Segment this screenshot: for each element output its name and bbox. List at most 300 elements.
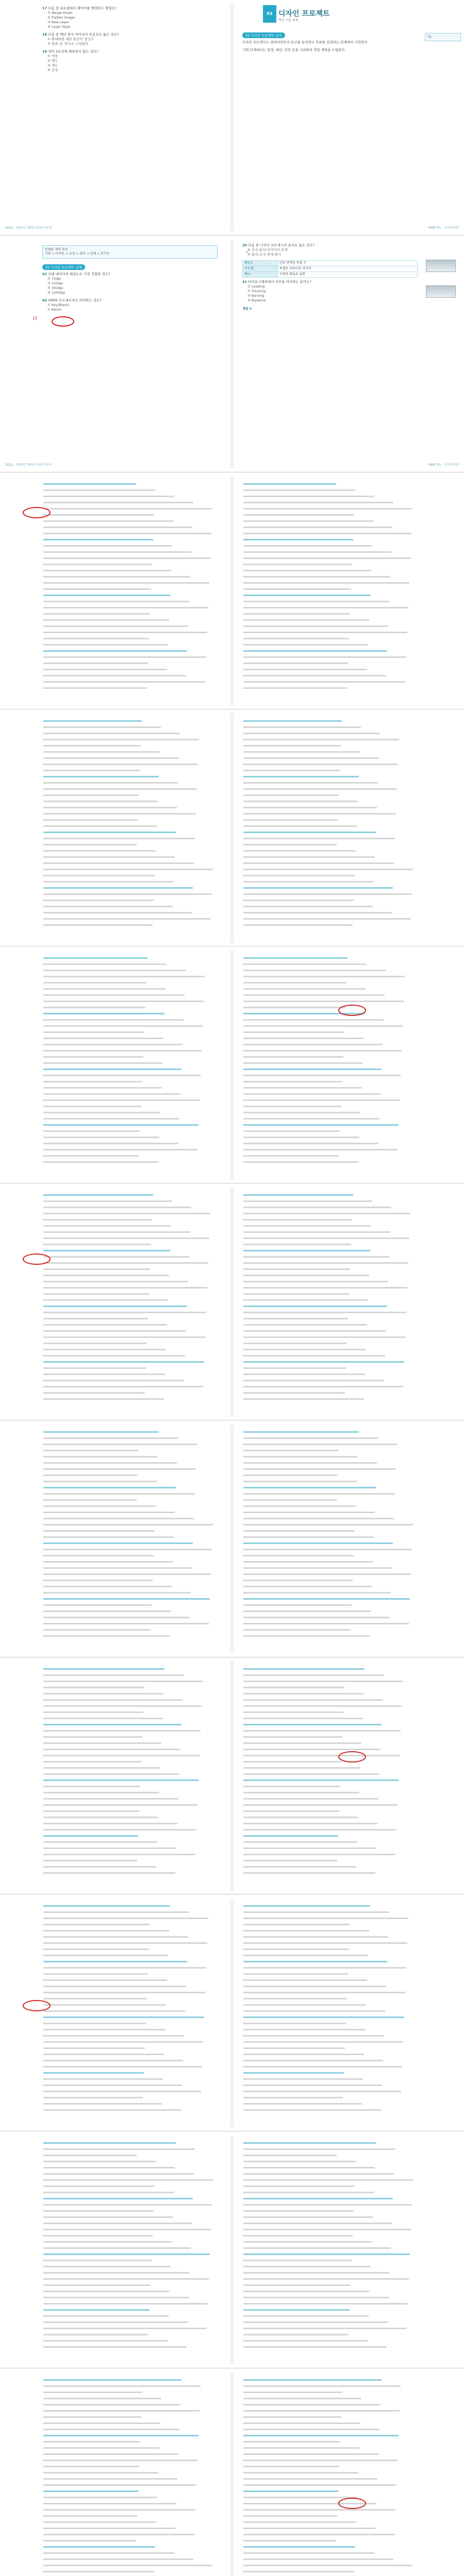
text-line bbox=[243, 2253, 410, 2255]
text-line bbox=[43, 957, 147, 959]
option: ② 150dpi bbox=[47, 281, 63, 285]
text-line bbox=[43, 1973, 148, 1975]
text-line bbox=[43, 2484, 196, 2486]
text-line bbox=[43, 1137, 159, 1138]
text-line bbox=[243, 2346, 387, 2348]
text-line bbox=[243, 782, 378, 784]
text-line bbox=[243, 1598, 410, 1600]
text-line bbox=[43, 2173, 194, 2175]
text-line bbox=[243, 1349, 366, 1350]
text-line bbox=[43, 887, 193, 889]
text-line bbox=[43, 1161, 158, 1163]
text-line bbox=[243, 757, 379, 759]
text-line bbox=[243, 801, 358, 802]
text-line bbox=[243, 1499, 337, 1501]
text-line bbox=[43, 1106, 141, 1107]
text-line bbox=[43, 2167, 175, 2168]
text-line bbox=[43, 1936, 188, 1938]
text-line bbox=[43, 2379, 181, 2381]
text-line bbox=[243, 1755, 400, 1756]
text-line bbox=[43, 1786, 140, 1787]
text-line bbox=[243, 2223, 392, 2224]
text-line bbox=[43, 1967, 206, 1969]
text-line bbox=[243, 1961, 387, 1962]
text-line bbox=[243, 1468, 396, 1470]
text-line bbox=[243, 1437, 378, 1439]
option: ④ 1200dpi bbox=[47, 291, 65, 295]
text-line bbox=[43, 514, 154, 516]
text-line bbox=[243, 1213, 410, 1214]
text-line bbox=[43, 545, 172, 547]
text-line bbox=[43, 2266, 171, 2267]
text-line bbox=[243, 988, 366, 990]
text-line bbox=[43, 2047, 145, 2049]
text-line bbox=[243, 2167, 375, 2168]
page-footer: PART 01 · 시각디자인 bbox=[428, 463, 459, 467]
text-line bbox=[243, 2340, 368, 2342]
book-gutter bbox=[230, 1187, 234, 1417]
question-text: 다음 중 디자인 프로세스의 순서로 옳은 것은? bbox=[248, 243, 314, 247]
text-line bbox=[43, 1742, 161, 1744]
text-line bbox=[243, 2472, 358, 2473]
text-line bbox=[43, 720, 142, 722]
text-line bbox=[243, 1798, 378, 1800]
text-line bbox=[243, 2385, 401, 2387]
text-line bbox=[43, 1512, 175, 1513]
text-line bbox=[243, 607, 408, 608]
text-line bbox=[43, 1238, 209, 1239]
text-line bbox=[243, 1773, 379, 1775]
text-line bbox=[43, 1724, 181, 1725]
text-line bbox=[243, 1681, 403, 1682]
text-line bbox=[43, 832, 176, 833]
text-line bbox=[43, 906, 173, 907]
text-line bbox=[243, 545, 372, 547]
text-line bbox=[243, 1130, 340, 1132]
text-line bbox=[43, 1013, 164, 1014]
text-line bbox=[43, 2260, 152, 2261]
text-line bbox=[243, 2521, 356, 2523]
text-line bbox=[43, 963, 167, 965]
text-line bbox=[43, 1343, 147, 1344]
text-line bbox=[243, 2478, 377, 2480]
text-line bbox=[243, 1050, 402, 1052]
text-line bbox=[43, 1860, 137, 1861]
text-line bbox=[43, 1524, 213, 1526]
left-page bbox=[2, 1187, 229, 1417]
text-line bbox=[43, 1604, 152, 1606]
text-line bbox=[43, 1586, 172, 1587]
text-line bbox=[43, 1462, 177, 1464]
text-line bbox=[243, 601, 389, 602]
text-line bbox=[43, 669, 167, 670]
text-line bbox=[43, 489, 155, 491]
text-line bbox=[243, 1567, 392, 1569]
text-line bbox=[43, 557, 210, 559]
text-line bbox=[243, 1044, 383, 1045]
text-line bbox=[43, 2223, 192, 2224]
text-line bbox=[43, 994, 185, 996]
text-line bbox=[43, 813, 196, 815]
text-line bbox=[43, 2091, 201, 2092]
text-line bbox=[243, 1312, 406, 1313]
text-line bbox=[43, 2247, 191, 2249]
text-line bbox=[243, 807, 377, 808]
text-line bbox=[243, 2229, 411, 2230]
text-line bbox=[43, 2060, 183, 2061]
text-line bbox=[43, 782, 178, 784]
text-line bbox=[43, 2435, 198, 2436]
text-line bbox=[43, 1087, 161, 1089]
text-line bbox=[243, 1635, 370, 1637]
table-value: 단위 면적당 픽셀 수 bbox=[277, 261, 417, 266]
text-line bbox=[43, 1025, 203, 1027]
text-line bbox=[243, 1118, 379, 1120]
text-line bbox=[243, 1262, 408, 1264]
text-line bbox=[243, 2497, 357, 2498]
text-line bbox=[43, 1213, 210, 1214]
text-line bbox=[243, 1629, 351, 1631]
page-footer: 2022 · 컴퓨터그래픽스운용기능사 bbox=[5, 226, 52, 230]
text-line bbox=[243, 2260, 352, 2261]
text-line bbox=[43, 801, 158, 802]
option: ① 72dpi bbox=[47, 277, 61, 281]
text-line bbox=[243, 726, 361, 728]
text-line bbox=[243, 963, 367, 965]
text-line bbox=[43, 1367, 146, 1369]
right-page bbox=[235, 2372, 462, 2576]
text-line bbox=[243, 613, 350, 615]
text-line bbox=[43, 1481, 157, 1482]
text-line bbox=[243, 776, 359, 777]
question-number: 21 bbox=[242, 280, 247, 284]
text-line bbox=[43, 2398, 161, 2399]
text-line bbox=[243, 745, 341, 747]
text-line bbox=[243, 551, 391, 553]
table-key: 벡터 bbox=[243, 272, 278, 278]
left-page bbox=[2, 476, 229, 706]
page-spread bbox=[0, 950, 464, 1183]
text-line bbox=[43, 2210, 154, 2212]
text-line bbox=[43, 508, 212, 510]
text-line bbox=[243, 1124, 399, 1126]
table-row bbox=[243, 272, 418, 278]
text-line bbox=[43, 1219, 152, 1221]
text-line bbox=[243, 681, 405, 683]
text-line bbox=[43, 1386, 203, 1387]
text-line bbox=[43, 1611, 171, 1612]
text-line bbox=[243, 2460, 397, 2461]
text-line bbox=[43, 1361, 204, 1363]
book-gutter bbox=[230, 950, 234, 1180]
text-line bbox=[43, 527, 192, 528]
text-line bbox=[43, 619, 169, 621]
text-line bbox=[243, 508, 412, 510]
text-line bbox=[243, 2552, 374, 2554]
text-line bbox=[243, 1955, 368, 1956]
text-line bbox=[243, 900, 354, 901]
text-line bbox=[243, 663, 348, 664]
text-line bbox=[243, 1780, 399, 1781]
text-line bbox=[43, 2565, 212, 2566]
text-line bbox=[43, 1355, 185, 1357]
text-line bbox=[243, 1749, 380, 1750]
text-line bbox=[43, 638, 149, 639]
text-line bbox=[243, 1062, 362, 1064]
text-line bbox=[43, 764, 198, 765]
text-line bbox=[243, 625, 388, 627]
text-line bbox=[43, 2148, 195, 2150]
text-line bbox=[243, 557, 410, 559]
handwritten-circle bbox=[338, 1005, 366, 1016]
text-line bbox=[243, 1355, 385, 1357]
text-line bbox=[243, 656, 406, 658]
text-line bbox=[243, 2528, 375, 2529]
text-line bbox=[43, 1792, 159, 1793]
text-line bbox=[243, 739, 399, 740]
question-text: CMYK 모드에서 K가 의미하는 것은? bbox=[48, 298, 102, 302]
text-line bbox=[243, 2435, 399, 2436]
text-line bbox=[243, 1336, 405, 1338]
text-line bbox=[43, 2272, 190, 2274]
text-line bbox=[243, 1942, 407, 1944]
text-line bbox=[243, 1281, 388, 1282]
text-line bbox=[243, 1841, 357, 1843]
text-line bbox=[43, 1561, 173, 1563]
text-line bbox=[43, 1392, 145, 1394]
text-line bbox=[243, 1742, 361, 1744]
text-line bbox=[43, 2097, 143, 2098]
text-line bbox=[243, 2072, 344, 2074]
text-line bbox=[43, 1124, 198, 1126]
summary-table bbox=[242, 260, 418, 278]
text-line bbox=[43, 1380, 184, 1381]
text-line bbox=[243, 1730, 401, 1732]
chapter-number: 03 bbox=[263, 5, 276, 23]
text-line bbox=[243, 1687, 344, 1688]
text-line bbox=[43, 520, 173, 522]
option: ④ Layer Style bbox=[47, 25, 71, 29]
option: ③ 300dpi bbox=[47, 286, 63, 290]
box-title: 인쇄물 제작 과정 bbox=[45, 248, 68, 251]
text-line bbox=[243, 1761, 341, 1762]
text-line bbox=[243, 1398, 364, 1400]
text-line bbox=[43, 862, 194, 864]
book-gutter bbox=[230, 2372, 234, 2576]
text-line bbox=[243, 2334, 349, 2335]
option: ② Tracking bbox=[247, 289, 266, 293]
text-line bbox=[243, 2278, 409, 2280]
text-line bbox=[243, 2540, 336, 2541]
text-line bbox=[43, 1693, 163, 1694]
text-line bbox=[43, 1780, 198, 1781]
text-line bbox=[43, 1681, 203, 1682]
text-line bbox=[43, 2422, 160, 2424]
question-text: 다음 중 벡터 방식 이미지의 특징으로 옳은 것은? bbox=[48, 32, 119, 37]
text-line bbox=[43, 1262, 208, 1264]
text-line bbox=[243, 632, 407, 633]
text-line bbox=[43, 2521, 156, 2523]
text-line bbox=[43, 582, 209, 584]
table-value: 픽셀로 이루어진 이미지 bbox=[277, 266, 417, 272]
right-page bbox=[235, 950, 462, 1180]
text-line bbox=[243, 1431, 359, 1433]
text-line bbox=[43, 1718, 162, 1719]
answer-label: 정답 ② bbox=[242, 307, 252, 311]
text-line bbox=[243, 1386, 403, 1387]
text-line bbox=[43, 2453, 178, 2455]
text-line bbox=[243, 1493, 395, 1495]
text-line bbox=[43, 539, 153, 540]
sample-image bbox=[426, 260, 456, 272]
text-line bbox=[43, 650, 187, 652]
text-line bbox=[243, 2084, 382, 2086]
page-spread bbox=[0, 2135, 464, 2368]
text-line bbox=[243, 2315, 369, 2317]
text-line bbox=[43, 1075, 201, 1076]
text-line bbox=[43, 2155, 137, 2156]
text-line bbox=[243, 1475, 338, 1476]
text-line bbox=[243, 2398, 361, 2399]
right-page bbox=[235, 476, 462, 706]
text-line bbox=[43, 2392, 142, 2393]
text-line bbox=[243, 1299, 368, 1301]
text-line bbox=[243, 2210, 354, 2212]
text-line bbox=[43, 2315, 169, 2317]
text-line bbox=[43, 844, 137, 845]
side-margin bbox=[425, 33, 461, 43]
section-heading: 01 디자인 프로젝트 준비 bbox=[242, 32, 285, 38]
text-line bbox=[43, 1118, 179, 1120]
text-line bbox=[43, 726, 161, 728]
text-line bbox=[243, 2490, 338, 2492]
text-line bbox=[243, 2571, 354, 2572]
page-spread bbox=[0, 713, 464, 946]
text-line bbox=[243, 2422, 360, 2424]
text-line bbox=[43, 2029, 165, 2030]
text-line bbox=[43, 1617, 190, 1618]
sample-image bbox=[426, 285, 456, 298]
text-line bbox=[243, 764, 398, 765]
option: ① Key(Black) bbox=[47, 303, 70, 307]
text-line bbox=[43, 1256, 189, 1258]
text-line bbox=[243, 2509, 395, 2511]
text-line bbox=[243, 2204, 412, 2206]
text-line bbox=[43, 1244, 151, 1245]
text-line bbox=[243, 2241, 372, 2243]
text-line bbox=[243, 906, 373, 907]
text-line bbox=[243, 2379, 382, 2381]
text-line bbox=[43, 1848, 176, 1849]
text-line bbox=[43, 2546, 155, 2548]
text-line bbox=[243, 2155, 337, 2156]
text-line bbox=[43, 2054, 164, 2055]
text-line bbox=[43, 1330, 186, 1332]
book-gutter bbox=[230, 1898, 234, 2128]
question-item bbox=[42, 272, 218, 295]
text-line bbox=[43, 632, 207, 633]
text-line bbox=[43, 2404, 180, 2405]
right-page bbox=[235, 239, 462, 469]
left-page bbox=[2, 239, 229, 469]
question-text: 타이포그래피에서 자간을 의미하는 용어는? bbox=[248, 280, 311, 284]
text-line bbox=[243, 1905, 370, 1907]
text-line bbox=[43, 2509, 195, 2511]
text-line bbox=[43, 1069, 181, 1070]
option: ② 명도 bbox=[47, 59, 58, 63]
text-line bbox=[243, 770, 340, 771]
text-line bbox=[243, 1250, 370, 1251]
text-line bbox=[243, 1512, 375, 1513]
text-line bbox=[243, 1087, 361, 1089]
text-line bbox=[43, 1050, 202, 1052]
text-line bbox=[243, 1930, 369, 1931]
text-line bbox=[243, 582, 409, 584]
option: ① 조사-분석-아이디어-전개 bbox=[247, 248, 288, 252]
text-line bbox=[43, 2346, 187, 2348]
text-line bbox=[43, 2503, 176, 2504]
text-line bbox=[43, 1299, 168, 1301]
text-line bbox=[243, 2272, 390, 2274]
text-line bbox=[243, 1487, 376, 1488]
text-line bbox=[43, 564, 152, 565]
handwritten-mark: O bbox=[33, 316, 37, 321]
text-line bbox=[243, 1001, 404, 1002]
text-line bbox=[43, 900, 154, 901]
text-line bbox=[243, 1948, 349, 1950]
question-number: 20 bbox=[242, 243, 247, 247]
text-line bbox=[243, 751, 360, 753]
text-line bbox=[243, 1106, 341, 1107]
text-line bbox=[43, 1948, 149, 1950]
text-line bbox=[243, 564, 352, 565]
text-line bbox=[43, 2004, 166, 2006]
text-line bbox=[43, 2198, 193, 2199]
text-line bbox=[43, 1038, 163, 1039]
text-line bbox=[43, 1905, 170, 1907]
option: ④ Baseline bbox=[247, 298, 266, 302]
text-line bbox=[43, 2084, 182, 2086]
text-line bbox=[43, 988, 165, 990]
text-line bbox=[243, 1293, 349, 1295]
text-line bbox=[43, 1287, 207, 1289]
text-line bbox=[43, 807, 177, 808]
text-line bbox=[43, 644, 168, 646]
text-line bbox=[43, 1099, 200, 1101]
text-line bbox=[43, 1001, 204, 1002]
text-line bbox=[43, 2066, 202, 2067]
text-line bbox=[43, 1835, 138, 1837]
left-page bbox=[2, 713, 229, 943]
text-line bbox=[243, 1699, 383, 1701]
text-line bbox=[43, 588, 151, 590]
text-line bbox=[243, 1604, 352, 1606]
text-line bbox=[43, 745, 141, 747]
info-box bbox=[42, 245, 218, 259]
text-line bbox=[43, 1306, 187, 1307]
text-line bbox=[43, 1149, 197, 1150]
text-line bbox=[43, 1398, 164, 1400]
text-line bbox=[243, 1231, 390, 1233]
text-line bbox=[43, 1207, 191, 1208]
text-line bbox=[243, 982, 346, 984]
text-line bbox=[243, 1792, 359, 1793]
text-line bbox=[43, 1730, 201, 1732]
text-line bbox=[243, 1573, 411, 1575]
left-page bbox=[2, 1661, 229, 1891]
text-line bbox=[43, 1505, 156, 1507]
text-line bbox=[243, 1207, 391, 1208]
